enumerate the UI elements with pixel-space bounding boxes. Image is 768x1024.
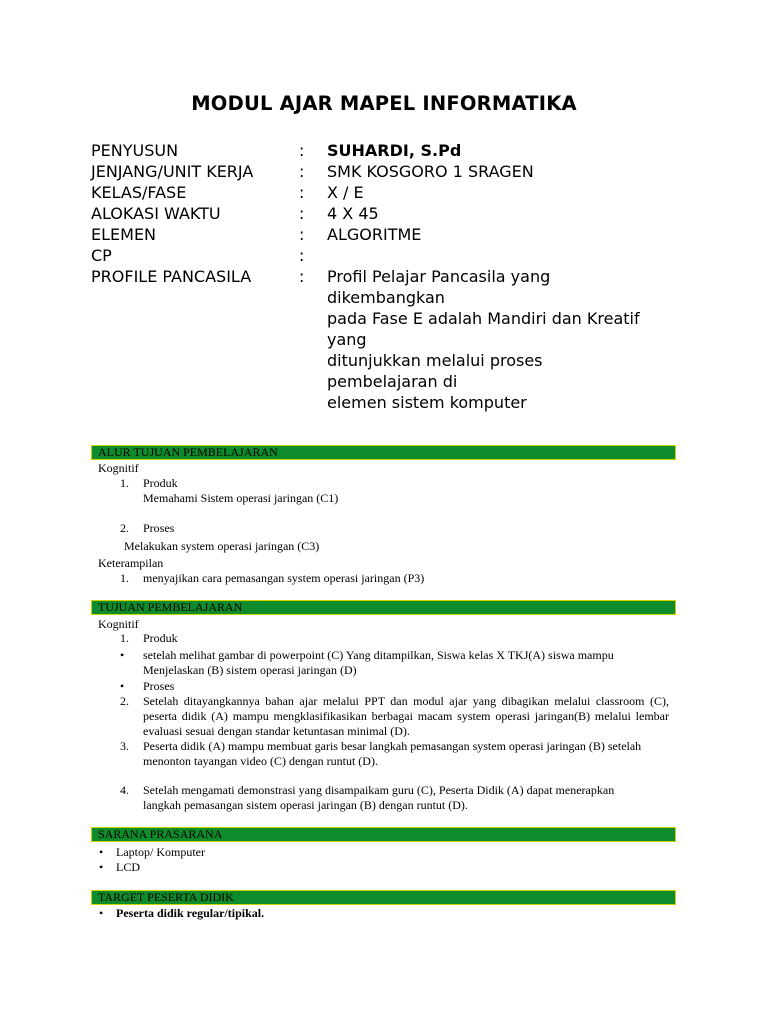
info-value: SMK KOSGORO 1 SRAGEN <box>327 162 534 181</box>
info-label: KELAS/FASE <box>91 183 187 202</box>
info-row-cp <box>91 245 677 266</box>
section-heading-target: TARGET PESERTA DIDIK <box>91 890 676 905</box>
tp-kognitif-label: Kognitif <box>98 617 139 631</box>
info-label: ELEMEN <box>91 225 157 244</box>
list-marker: 2. <box>120 521 129 535</box>
section-heading-alur-tujuan: ALUR TUJUAN PEMBELAJARAN <box>91 445 676 460</box>
info-row-elemen <box>91 224 677 245</box>
info-value: SUHARDI, S.Pd <box>327 141 462 160</box>
info-label: PENYUSUN <box>91 141 179 160</box>
list-marker: • <box>99 845 104 859</box>
target-item: Peserta didik regular/tipikal. <box>116 906 265 920</box>
info-colon: : <box>299 183 305 202</box>
sarana-item: LCD <box>116 860 140 874</box>
list-marker: 1. <box>120 476 129 490</box>
info-row-penyusun <box>91 140 677 161</box>
tp-item: Setelah mengamati demonstrasi yang disampaikam guru (C), Peserta Didik (A) dapat menerapkan langkah pemasangan sistem operasi jaringan (B) dengan runtut (D). <box>143 783 615 812</box>
list-marker: 1. <box>120 631 129 645</box>
section-heading-sarana: SARANA PRASARANA <box>91 827 676 842</box>
info-row-jenjang <box>91 161 677 182</box>
atp-kognitif-label: Kognitif <box>98 461 139 475</box>
info-row-alokasi <box>91 203 677 224</box>
list-marker: • <box>120 648 125 662</box>
info-colon: : <box>299 267 305 286</box>
module-info-table <box>91 140 677 413</box>
list-marker: • <box>120 679 125 693</box>
info-value: 4 X 45 <box>327 204 379 223</box>
section-heading-tujuan: TUJUAN PEMBELAJARAN <box>91 600 676 615</box>
info-colon: : <box>299 246 305 265</box>
list-marker: 4. <box>120 783 129 797</box>
atp-item-detail: Melakukan system operasi jaringan (C3) <box>124 539 320 553</box>
atp-keterampilan-label: Keterampilan <box>98 556 164 570</box>
info-label: JENJANG/UNIT KERJA <box>91 162 254 181</box>
info-row-profile <box>91 266 677 413</box>
list-marker: • <box>99 906 104 920</box>
atp-item-label: Proses <box>143 521 175 535</box>
info-colon: : <box>299 204 305 223</box>
info-row-kelas <box>91 182 677 203</box>
info-value: Profil Pelajar Pancasila yang dikembangkan pada Fase E adalah Mandiri dan Kreatif yang ditunjukkan melalui proses pembelajaran di elemen sistem komputer <box>327 267 640 412</box>
tp-item: setelah melihat gambar di powerpoint (C) Yang ditampilkan, Siswa kelas X TKJ(A) siswa mampu Menjelaskan (B) sistem operasi jaringan (D) <box>143 648 614 677</box>
info-value: ALGORITME <box>327 225 422 244</box>
info-label: PROFILE PANCASILA <box>91 267 252 286</box>
atp-item-label: Produk <box>143 476 178 490</box>
atp-item-detail: Memahami Sistem operasi jaringan (C1) <box>143 491 339 505</box>
info-colon: : <box>299 225 305 244</box>
list-marker: 3. <box>120 739 129 753</box>
tp-item: Peserta didik (A) mampu membuat garis besar langkah pemasangan system operasi jaringan (B) setelah menonton tayangan video (C) dengan runtut (D). <box>143 739 642 768</box>
tp-item: Produk <box>143 631 178 645</box>
info-colon: : <box>299 162 305 181</box>
info-value: X / E <box>327 183 364 202</box>
info-label: ALOKASI WAKTU <box>91 204 221 223</box>
info-colon: : <box>299 141 305 160</box>
atp-keterampilan-item: menyajikan cara pemasangan system operasi jaringan (P3) <box>143 571 425 585</box>
document-title: MODUL AJAR MAPEL INFORMATIKA <box>191 92 577 115</box>
sarana-item: Laptop/ Komputer <box>116 845 205 859</box>
info-label: CP <box>91 246 112 265</box>
info-value <box>327 245 677 266</box>
list-marker: • <box>99 860 104 874</box>
list-marker: 1. <box>120 571 129 585</box>
tp-item: Setelah ditayangkannya bahan ajar melalui PPT dan modul ajar yang dibagikan melalui classroom (C), peserta didik (A) mampu mengklasifikasikan berbagai macam system operasi jaringan(B) melalui lembar evaluasi sesuai dengan standar ketuntasan minimal (D). <box>143 694 669 738</box>
list-marker: 2. <box>120 694 129 708</box>
tp-item: Proses <box>143 679 175 693</box>
